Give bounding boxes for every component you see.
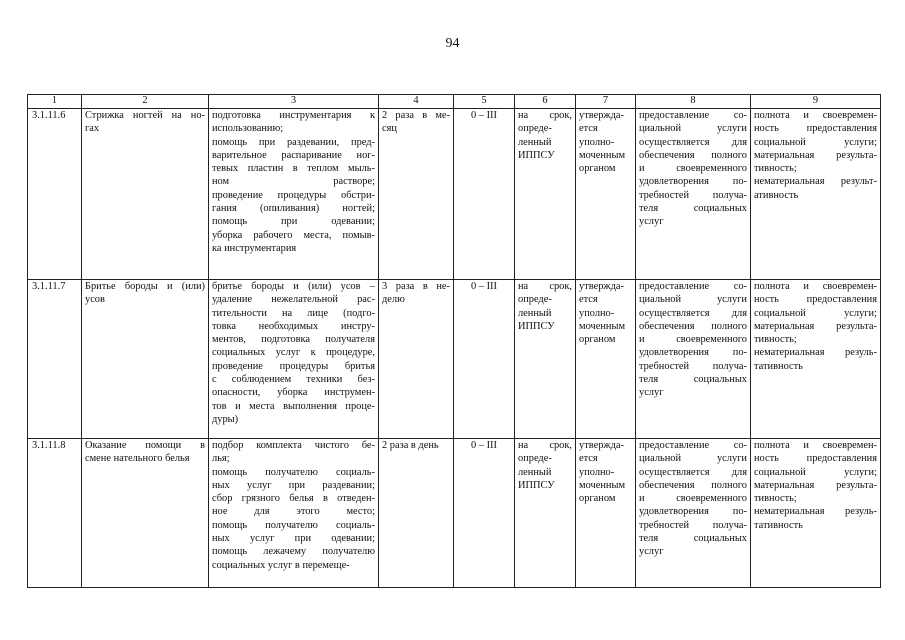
column-number-4: 4	[379, 95, 454, 109]
cell-text-line: социальной услуги;	[754, 466, 877, 478]
cell-text-line: 2 раза в день	[382, 440, 439, 451]
cell-text-line: гах	[85, 123, 100, 135]
cell-text-line: тительности на лице (подго-	[212, 307, 375, 319]
cell-text-line: обеспечения полного	[639, 320, 747, 332]
cell-text-line: ных услуг при одевании;	[212, 533, 375, 545]
column-number-9: 9	[751, 95, 881, 109]
service-name-cell	[82, 109, 209, 280]
cell-text-line: удовлетворения по-	[639, 176, 747, 188]
cell-text-line: циальной услуги	[639, 123, 747, 135]
table-row	[28, 439, 881, 588]
column-number-5: 5	[454, 95, 515, 109]
service-code-cell: 3.1.11.7	[28, 280, 82, 439]
cell-text-line: товка необходимых инстру-	[212, 320, 375, 332]
cell-text-line: ность предоставления	[754, 294, 877, 306]
column-number-1: 1	[28, 95, 82, 109]
cell-text-line: утвержда-	[579, 440, 624, 451]
cell-text-line: теля социальных	[639, 203, 747, 215]
cell-text-line: обеспечения полного	[639, 149, 747, 161]
cell-text-line: смене нательного белья	[85, 453, 190, 465]
cell-text-line: ленный	[518, 466, 552, 478]
cell-text-line: ментов, подготовка получателя	[212, 334, 375, 346]
cell-text-line: делю	[382, 294, 405, 306]
cell-text-line: помощь при раздевании, пред-	[212, 136, 375, 148]
cell-text-line: ется	[579, 453, 598, 465]
cell-text-line: нематериальная резуль-	[754, 506, 877, 518]
cell-text-line: услуг	[639, 546, 664, 558]
column-number-8: 8	[636, 95, 751, 109]
column-number-2: 2	[82, 95, 209, 109]
cell-text-line: помощь при одевании;	[212, 216, 375, 228]
cell-text-line: тивность;	[754, 493, 797, 505]
cell-text-line: удовлетворения по-	[639, 347, 747, 359]
cell-text-line: уполно-	[579, 307, 615, 319]
cell-text-line: удаление нежелательной рас-	[212, 294, 375, 306]
cell-text-line: циальной услуги	[639, 294, 747, 306]
column-number-6: 6	[515, 95, 576, 109]
cell-text-line: осуществляется для	[639, 136, 747, 148]
cell-text-line: ется	[579, 294, 598, 306]
cell-text-line: подготовка инструментария к	[212, 110, 375, 121]
cell-text-line: материальная результа-	[754, 320, 877, 332]
cell-text-line: на срок,	[518, 110, 572, 121]
cell-text-line: обеспечения полного	[639, 479, 747, 491]
cell-text-line: ность предоставления	[754, 123, 877, 135]
service-name-cell	[82, 280, 209, 439]
service-indicators-cell	[751, 280, 881, 439]
cell-text-line: услуг	[639, 216, 664, 228]
cell-text-line: услуг	[639, 387, 664, 399]
service-group-cell: 0 – III	[454, 280, 515, 439]
cell-text-line: помощь получателю социаль-	[212, 519, 375, 531]
cell-text-line: помощь лежачему получателю	[212, 546, 375, 558]
table-header-row	[28, 95, 881, 109]
cell-text-line: лья;	[212, 453, 230, 465]
cell-text-line: опреде-	[518, 453, 552, 465]
cell-text-line: опреде-	[518, 294, 552, 306]
service-term-cell	[515, 439, 576, 588]
cell-text-line: проведение процедуры бритья	[212, 360, 375, 372]
cell-text-line: тативность	[754, 360, 803, 372]
cell-text-line: требностей получа-	[639, 189, 747, 201]
cell-text-line: теля социальных	[639, 533, 747, 545]
cell-text-line: ность предоставления	[754, 453, 877, 465]
cell-text-line: и своевременного	[639, 163, 747, 175]
service-description-cell	[209, 439, 379, 588]
service-approval-cell	[576, 109, 636, 280]
service-frequency-cell	[379, 109, 454, 280]
cell-text-line: дуры)	[212, 413, 239, 425]
cell-text-line: тативность	[754, 519, 803, 531]
service-frequency-cell	[379, 439, 454, 588]
cell-text-line: бритье бороды и (или) усов –	[212, 281, 375, 292]
cell-text-line: тивность;	[754, 334, 797, 346]
cell-text-line: ном растворе;	[212, 176, 375, 188]
cell-text-line: требностей получа-	[639, 360, 747, 372]
cell-text-line: с соблюдением техники без-	[212, 374, 375, 386]
cell-text-line: нематериальная резуль-	[754, 347, 877, 359]
service-description-cell	[209, 109, 379, 280]
cell-text-line: 2 раза в ме-	[382, 110, 450, 121]
cell-text-line: ное для этого место;	[212, 506, 375, 518]
cell-text-line: полнота и своевремен-	[754, 110, 877, 121]
cell-text-line: органом	[579, 334, 616, 346]
cell-text-line: осуществляется для	[639, 307, 747, 319]
column-number-3: 3	[209, 95, 379, 109]
cell-text-line: помощь получателю социаль-	[212, 466, 375, 478]
service-indicators-cell	[751, 439, 881, 588]
cell-text-line: на срок,	[518, 440, 572, 451]
service-code-cell: 3.1.11.6	[28, 109, 82, 280]
cell-text-line: моченным	[579, 320, 626, 332]
cell-text-line: полнота и своевремен-	[754, 281, 877, 292]
cell-text-line: циальной услуги	[639, 453, 747, 465]
cell-text-line: ИППСУ	[518, 149, 555, 161]
cell-text-line: уполно-	[579, 136, 615, 148]
service-approval-cell	[576, 280, 636, 439]
cell-text-line: Оказание помощи в	[85, 440, 205, 451]
service-approval-cell	[576, 439, 636, 588]
service-description-cell	[209, 280, 379, 439]
cell-text-line: социальных услуг к процедуре,	[212, 347, 375, 359]
cell-text-line: тевых пластин в теплом мыль-	[212, 163, 375, 175]
cell-text-line: сяц	[382, 123, 397, 135]
cell-text-line: полнота и своевремен-	[754, 440, 877, 451]
cell-text-line: использованию;	[212, 123, 284, 135]
cell-text-line: ативность	[754, 189, 799, 201]
cell-text-line: социальной услуги;	[754, 307, 877, 319]
cell-text-line: моченным	[579, 149, 626, 161]
cell-text-line: ленный	[518, 307, 552, 319]
cell-text-line: ных услуг при раздевании;	[212, 479, 375, 491]
cell-text-line: ИППСУ	[518, 479, 555, 491]
cell-text-line: социальной услуги;	[754, 136, 877, 148]
table-row	[28, 109, 881, 280]
service-conditions-cell	[636, 109, 751, 280]
cell-text-line: материальная результа-	[754, 479, 877, 491]
cell-text-line: осуществляется для	[639, 466, 747, 478]
cell-text-line: 3 раза в не-	[382, 281, 450, 292]
cell-text-line: социальных услуг в перемеще-	[212, 559, 350, 571]
cell-text-line: варительное распаривание ног-	[212, 149, 375, 161]
cell-text-line: органом	[579, 163, 616, 175]
cell-text-line: материальная результа-	[754, 149, 877, 161]
cell-text-line: моченным	[579, 479, 626, 491]
cell-text-line: проведение процедуры обстри-	[212, 189, 375, 201]
cell-text-line: Стрижка ногтей на но-	[85, 110, 205, 121]
cell-text-line: сбор грязного белья в отведен-	[212, 493, 375, 505]
cell-text-line: предоставление со-	[639, 440, 747, 451]
service-code-cell: 3.1.11.8	[28, 439, 82, 588]
cell-text-line: удовлетворения по-	[639, 506, 747, 518]
cell-text-line: утвержда-	[579, 281, 624, 292]
cell-text-line: предоставление со-	[639, 110, 747, 121]
cell-text-line: теля социальных	[639, 374, 747, 386]
cell-text-line: опреде-	[518, 123, 552, 135]
cell-text-line: ленный	[518, 136, 552, 148]
service-conditions-cell	[636, 439, 751, 588]
cell-text-line: и своевременного	[639, 334, 747, 346]
cell-text-line: гания (опиливания) ногтей;	[212, 203, 375, 215]
cell-text-line: уполно-	[579, 466, 615, 478]
service-name-cell	[82, 439, 209, 588]
cell-text-line: нематериальная результ-	[754, 176, 877, 188]
cell-text-line: на срок,	[518, 281, 572, 292]
cell-text-line: усов	[85, 294, 105, 306]
cell-text-line: опасности, уборка инструмен-	[212, 387, 375, 399]
cell-text-line: и своевременного	[639, 493, 747, 505]
cell-text-line: ется	[579, 123, 598, 135]
service-frequency-cell	[379, 280, 454, 439]
service-term-cell	[515, 109, 576, 280]
cell-text-line: ка инструментария	[212, 242, 297, 254]
column-number-7: 7	[576, 95, 636, 109]
cell-text-line: ИППСУ	[518, 320, 555, 332]
service-group-cell: 0 – III	[454, 439, 515, 588]
service-group-cell: 0 – III	[454, 109, 515, 280]
cell-text-line: органом	[579, 493, 616, 505]
service-conditions-cell	[636, 280, 751, 439]
service-indicators-cell	[751, 109, 881, 280]
service-term-cell	[515, 280, 576, 439]
cell-text-line: подбор комплекта чистого бе-	[212, 440, 375, 451]
cell-text-line: уборка рабочего места, помыв-	[212, 229, 375, 241]
cell-text-line: предоставление со-	[639, 281, 747, 292]
cell-text-line: Бритье бороды и (или)	[85, 281, 205, 292]
services-table	[27, 94, 881, 588]
cell-text-line: тивность;	[754, 163, 797, 175]
cell-text-line: тов и места выполнения проце-	[212, 400, 375, 412]
page-number: 94	[445, 36, 460, 51]
cell-text-line: требностей получа-	[639, 519, 747, 531]
cell-text-line: утвержда-	[579, 110, 624, 121]
table-row	[28, 280, 881, 439]
